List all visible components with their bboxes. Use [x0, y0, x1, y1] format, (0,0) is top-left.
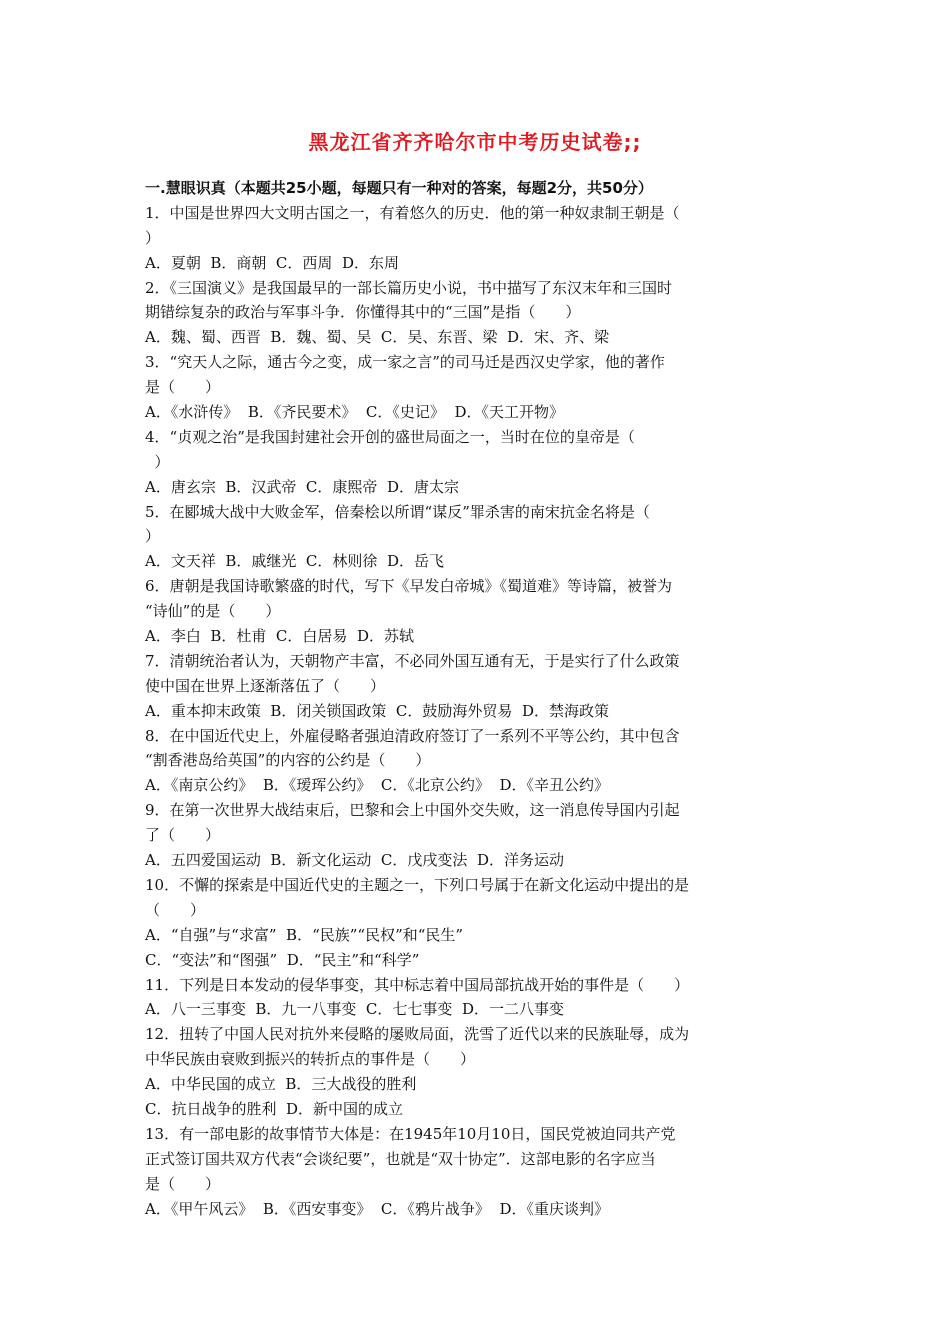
text-line: ） [145, 228, 161, 247]
page-title: 黑龙江省齐齐哈尔市中考历史试卷;; [308, 130, 642, 154]
text-line: 中华民族由衰败到振兴的转折点的事件是（ ） [145, 1050, 476, 1069]
text-line: 1．中国是世界四大文明古国之一，有着悠久的历史．他的第一种奴隶制王朝是（ [145, 203, 680, 222]
text-line: A．李白 B．杜甫 C．白居易 D．苏轼 [145, 627, 414, 646]
text-line: 期错综复杂的政治与军事斗争．你懂得其中的“三国”是指（ ） [145, 303, 581, 322]
section-heading: 一.慧眼识真（本题共25小题，每题只有一种对的答案，每题2分，共50分） [145, 179, 653, 197]
text-line: 6．唐朝是我国诗歌繁盛的时代，写下《早发白帝城》《蜀道难》等诗篇，被誉为 [145, 577, 673, 596]
text-line: 是（ ） [145, 1174, 221, 1193]
text-line: 正式签订国共双方代表“会谈纪要”，也就是“双十协定”．这部电影的名字应当 [145, 1149, 656, 1168]
text-line: （ ） [145, 900, 206, 919]
text-line: 4．“贞观之治”是我国封建社会开创的盛世局面之一，当时在位的皇帝是（ [145, 427, 635, 446]
text-line: A．《甲午风云》 B．《西安事变》 C．《鸦片战争》 D．《重庆谈判》 [145, 1199, 609, 1218]
text-line: 13．有一部电影的故事情节大体是：在1945年10月10日，国民党被迫同共产党 [145, 1124, 676, 1143]
text-line: A．重本抑末政策 B．闭关锁国政策 C．鼓励海外贸易 D．禁海政策 [145, 701, 609, 720]
text-line: 是（ ） [145, 378, 221, 397]
text-line: A．“自强”与“求富” B．“民族”“民权”和“民生” [145, 925, 464, 944]
text-line: 3．“究天人之际，通古今之变，成一家之言”的司马迁是西汉史学家，他的著作 [145, 353, 665, 372]
text-line: 使中国在世界上逐渐落伍了（ ） [145, 676, 386, 695]
text-line: “割香港岛给英国”的内容的公约是（ ） [145, 751, 431, 770]
text-line: A．唐玄宗 B．汉武帝 C．康熙帝 D．唐太宗 [145, 477, 459, 496]
text-line: A．《水浒传》 B．《齐民要术》 C．《史记》 D．《天工开物》 [145, 403, 564, 422]
text-line: 5．在郾城大战中大败金军，倍秦桧以所谓“谋反”罪杀害的南宋抗金名将是（ [145, 502, 650, 521]
text-line: 10．不懈的探索是中国近代史的主题之一，下列口号属于在新文化运动中提出的是 [145, 875, 690, 894]
text-line: A．夏朝 B．商朝 C．西周 D．东周 [145, 253, 399, 272]
text-line: 了（ ） [145, 826, 221, 845]
text-line: “诗仙”的是（ ） [145, 602, 281, 621]
text-line: A．文天祥 B．戚继光 C．林则徐 D．岳飞 [145, 552, 444, 571]
text-line: A．八一三事变 B．九一八事变 C．七七事变 D．一二八事变 [145, 1000, 564, 1019]
text-line: ） [145, 527, 161, 546]
text-line: A．中华民国的成立 B．三大战役的胜利 [145, 1075, 417, 1094]
text-line: 8．在中国近代史上，外雇侵略者强迫清政府签订了一系列不平等公约，其中包含 [145, 726, 680, 745]
text-line: ） [145, 452, 170, 471]
text-line: 12．扭转了中国人民对抗外来侵略的屡败局面，洗雪了近代以来的民族耻辱，成为 [145, 1025, 690, 1044]
text-line: 9．在第一次世界大战结束后，巴黎和会上中国外交失败，这一消息传导国内引起 [145, 801, 680, 820]
question-lines [145, 201, 815, 1222]
text-line: 2．《三国演义》是我国最早的一部长篇历史小说，书中描写了东汉末年和三国时 [145, 278, 673, 297]
text-line: C．抗日战争的胜利 D．新中国的成立 [145, 1099, 404, 1118]
text-line: A．魏、蜀、西晋 B．魏、蜀、吴 C．吴、东晋、梁 D．宋、齐、梁 [145, 328, 609, 347]
text-line: 11．下列是日本发动的侵华事变，其中标志着中国局部抗战开始的事件是（ ） [145, 975, 690, 994]
text-line: A．五四爱国运动 B．新文化运动 C．戊戌变法 D．洋务运动 [145, 851, 564, 870]
text-line: 7．清朝统治者认为，天朝物产丰富，不必同外国互通有无，于是实行了什么政策 [145, 651, 680, 670]
text-line: A．《南京公约》 B．《瑷珲公约》 C．《北京公约》 D．《辛丑公约》 [145, 776, 609, 795]
text-line: C．“变法”和“图强” D．“民主”和“科学” [145, 950, 420, 969]
exam-content [145, 176, 815, 1221]
